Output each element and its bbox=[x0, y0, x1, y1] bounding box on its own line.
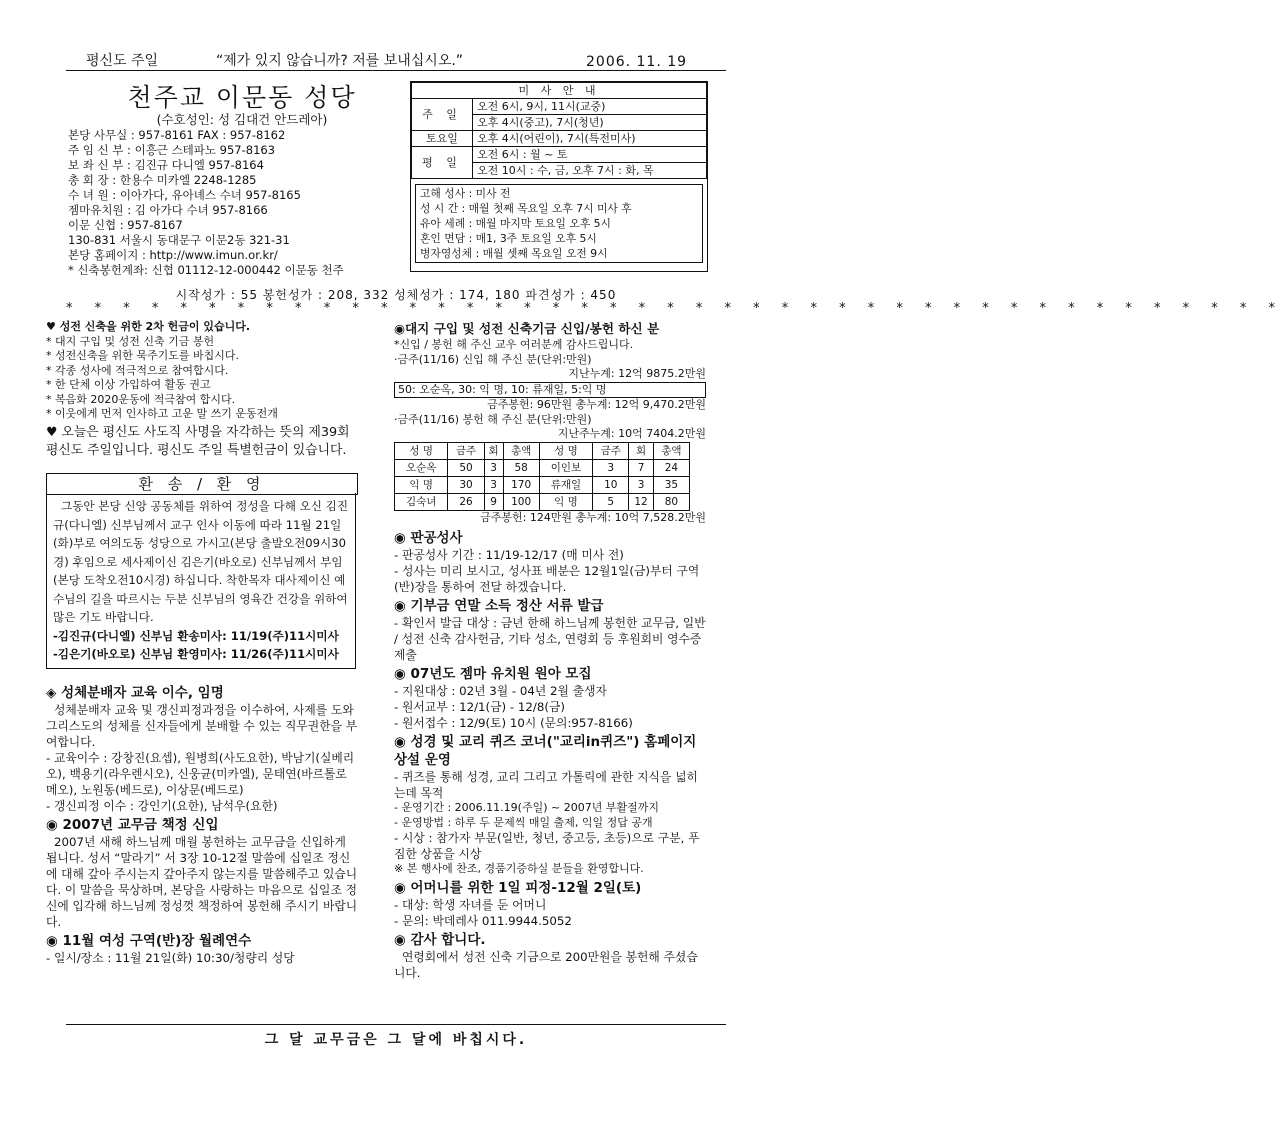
contact-line: 본당 사무실 : 957-8161 FAX : 957-8162 bbox=[68, 128, 286, 142]
quiz-head: ◉ 성경 및 교리 퀴즈 코너("교리in퀴즈") 홈페이지 상설 운영 bbox=[394, 734, 697, 768]
table-header: 금주 bbox=[448, 442, 484, 459]
table-cell: 80 bbox=[653, 493, 689, 510]
mass-schedule-title: 미 사 안 내 bbox=[412, 83, 707, 99]
table-row bbox=[395, 459, 690, 476]
table-header-row bbox=[395, 442, 690, 459]
contact-line: 130-831 서울시 동대문구 이문2동 321-31 bbox=[68, 233, 290, 247]
table-cell: 12 bbox=[629, 493, 653, 510]
contact-line: 총 회 장 : 한용수 미카엘 2248-1285 bbox=[68, 173, 257, 187]
mass-row-label: 토요일 bbox=[412, 131, 473, 147]
quiz-item: - 퀴즈를 통해 성경, 교리 그리고 가톨릭에 관한 지식을 넓히는데 목적 bbox=[394, 770, 698, 800]
table-header: 회 bbox=[629, 442, 653, 459]
contact-line: 주 임 신 부 : 이흥근 스테파노 957-8163 bbox=[68, 143, 276, 157]
table-header: 회 bbox=[484, 442, 503, 459]
paid-total: 지난주누계: 10억 7404.2만원 bbox=[557, 427, 706, 440]
welcome-banner: 환 송 / 환 영 bbox=[46, 473, 358, 495]
table-header: 총액 bbox=[503, 442, 539, 459]
mothers-retreat-item: - 대상: 학생 자녀를 둔 어머니 bbox=[394, 897, 547, 912]
bulletin-header bbox=[66, 50, 726, 71]
pledge-names: 50: 오순옥, 30: 익 명, 10: 류재일, 5:익 명 bbox=[394, 382, 706, 399]
tithe-head: ◉ 2007년 교무금 책정 신입 bbox=[46, 817, 219, 833]
land-fund-head: ◉대지 구입 및 성전 신축기금 신입/봉헌 하신 분 bbox=[394, 321, 660, 336]
table-header: 총액 bbox=[653, 442, 689, 459]
contact-line: 본당 홈페이지 : http://www.imun.or.kr/ bbox=[68, 248, 278, 262]
farewell-welcome-box bbox=[46, 493, 356, 669]
intro-item: * 성전신축을 위한 묵주기도를 바칩시다. bbox=[46, 349, 239, 362]
mothers-retreat-head: ◉ 어머니를 위한 1일 피정-12월 2일(토) bbox=[394, 879, 642, 896]
parish-contacts bbox=[68, 128, 408, 278]
intro-item: * 복음화 2020운동에 적극참여 합시다. bbox=[46, 392, 236, 406]
thanks-head: ◉ 감사 합니다. bbox=[394, 931, 486, 948]
contact-line: 수 녀 원 : 이아가다, 유아녜스 수녀 957-8165 bbox=[68, 188, 301, 202]
donor-table bbox=[394, 442, 690, 511]
table-header: 금주 bbox=[593, 442, 629, 459]
table-cell: 5 bbox=[593, 493, 629, 510]
eucharist-body: 성체분배자 교육 및 갱신피정과정을 이수하여, 사제를 도와 그리스도의 성체를 신자들에게 분배할 수 있는 직무권한을 부여합니다. bbox=[46, 703, 358, 749]
table-cell: 오순옥 bbox=[395, 459, 448, 476]
farewell-mass: -김진규(다니엘) 신부님 환송미사: 11/19(주)11시미사 bbox=[53, 628, 339, 643]
mass-row-label: 주 일 bbox=[412, 99, 473, 131]
table-cell: 이인보 bbox=[539, 459, 592, 476]
sacrament-line: 고해 성사 : 미사 전 bbox=[420, 187, 511, 200]
mass-row-label: 평 일 bbox=[412, 147, 473, 179]
laity-sunday-note: ♥ 오늘은 평신도 사도직 사명을 자각하는 뜻의 제39회 평신도 주일입니다. 평신도 주일 특별헌금이 있습니다. bbox=[46, 424, 350, 458]
paid-sum: 금주봉헌: 124만원 총누계: 10억 7,528.2만원 bbox=[480, 510, 706, 524]
farewell-welcome-text: 그동안 본당 신앙 공동체를 위하여 정성을 다해 오신 김진규(다니엘) 신부님께서 교구 인사 이동에 따라 11월 21일(화)부로 여의도동 성당으로 가시고(본당 출발오전09시30경) 후임으로 세사제이신 김은기(바오로) 신부님께서 부임(본당 도착오전10시경) 하십니다. 착한목자 대사제이신 예수님의 길을 따르시는 두분 신부님의 영육간 건강을 위하여 많은 기도 바랍니다. bbox=[53, 499, 349, 624]
table-cell: 35 bbox=[653, 476, 689, 493]
sunday-label: 평신도 주일 bbox=[86, 53, 159, 69]
table-cell: 10 bbox=[593, 476, 629, 493]
table-cell: 24 bbox=[653, 459, 689, 476]
quiz-item: - 운영방법 : 하루 두 문제씩 매일 출제, 익일 정답 공개 bbox=[394, 815, 653, 829]
table-cell: 익 명 bbox=[395, 476, 448, 493]
quiz-item: ※ 본 행사에 찬조, 경품기증하실 분들을 환영합니다. bbox=[394, 862, 644, 875]
table-cell: 익 명 bbox=[539, 493, 592, 510]
table-cell: 170 bbox=[503, 476, 539, 493]
thanks-body: 연령회에서 성전 신축 기금으로 200만원을 봉헌해 주셨습니다. bbox=[394, 949, 698, 980]
quiz-item: - 시상 : 참가자 부문(일반, 청년, 중고등, 초등)으로 구분, 푸짐한 상품을 시상 bbox=[394, 831, 700, 861]
intro-item: * 대지 구입 및 성전 신축 기금 봉헌 bbox=[46, 334, 215, 348]
table-cell: 3 bbox=[484, 476, 503, 493]
kindergarten-item: - 원서접수 : 12/9(토) 10시 (문의:957-8166) bbox=[394, 716, 633, 730]
motto: “제가 있지 않습니까? 저를 보내십시오.” bbox=[216, 53, 464, 69]
pledge-line: ·금주(11/16) 신입 해 주신 분(단위:만원) bbox=[394, 352, 592, 366]
sacrament-line: 유아 세례 : 매월 마지막 토요일 오후 5시 bbox=[420, 217, 611, 230]
right-column bbox=[394, 320, 706, 981]
table-row bbox=[395, 476, 690, 493]
pledge-total: 지난누계: 12억 9875.2만원 bbox=[568, 367, 706, 380]
pledge-sum: 금주봉헌: 96만원 총누계: 12억 9,470.2만원 bbox=[487, 398, 706, 411]
confession-item: - 판공성사 기간 : 11/19-12/17 (매 미사 전) bbox=[394, 548, 624, 562]
receipt-head: ◉ 기부금 연말 소득 정산 서류 발급 bbox=[394, 598, 604, 614]
mass-time: 오전 6시, 9시, 11시(교중) bbox=[473, 99, 707, 115]
eucharist-head: ◈ 성체분배자 교육 이수, 임명 bbox=[46, 685, 224, 701]
confession-head: ◉ 판공성사 bbox=[394, 530, 463, 546]
sacraments-box bbox=[415, 184, 703, 263]
table-cell: 9 bbox=[484, 493, 503, 510]
table-cell: 김숙녀 bbox=[395, 493, 448, 510]
intro-item: * 한 단체 이상 가입하여 활동 권고 bbox=[46, 378, 211, 391]
table-cell: 3 bbox=[593, 459, 629, 476]
sacrament-line: 병자영성체 : 매월 셋째 목요일 오전 9시 bbox=[420, 247, 608, 260]
hymn-numbers: 시작성가 : 55 봉헌성가 : 208, 332 성체성가 : 174, 180 파견성가 : 450 bbox=[175, 288, 617, 302]
table-cell: 100 bbox=[503, 493, 539, 510]
mass-schedule-table bbox=[411, 82, 707, 179]
table-cell: 26 bbox=[448, 493, 484, 510]
intro-item: * 각종 성사에 적극적으로 참여합시다. bbox=[46, 363, 229, 377]
contact-line: 젬마유치원 : 김 아가다 수녀 957-8166 bbox=[68, 203, 268, 217]
star-divider: * * * * * * * * * * * * * * * * * * * * * * * * * * * * * * * * * * * * * * * * * * * bbox=[66, 301, 1284, 316]
tithe-body: 2007년 새해 하느님께 매월 봉헌하는 교무금을 신입하게 됩니다. 성서 “말라기” 서 3장 10-12절 말씀에 십일조 정신에 대해 갚아 주시는지 갚아주지 않는지를 말씀해주고 있습니다. 이 말씀을 묵상하며, 본당을 사랑하는 마음으로 십일조 정신에 입각해 하느님께 정성껏 책정하여 봉헌해 주시기 바랍니다. bbox=[46, 835, 358, 929]
women-leaders-body: - 일시/장소 : 11월 21일(화) 10:30/청량리 성당 bbox=[46, 951, 295, 965]
mass-schedule-box bbox=[410, 81, 708, 272]
contact-line: 보 좌 신 부 : 김진규 다니엘 957-8164 bbox=[68, 158, 264, 172]
sacrament-line: 성 시 간 : 매월 첫째 목요일 오후 7시 미사 후 bbox=[420, 202, 632, 215]
second-collection-head: ♥ 성전 신축을 위한 2차 헌금이 있습니다. bbox=[46, 320, 251, 333]
table-cell: 3 bbox=[629, 476, 653, 493]
table-cell: 류재일 bbox=[539, 476, 592, 493]
mothers-retreat-item: - 문의: 박데레사 011.9944.5052 bbox=[394, 913, 572, 928]
eucharist-renew: - 갱신피정 이수 : 강인기(요한), 남석우(요한) bbox=[46, 799, 278, 813]
receipt-body: - 확인서 발급 대상 : 금년 한해 하느님께 봉헌한 교무금, 일반 / 성전 신축 감사헌금, 기타 성소, 연령회 등 후원회비 영수증 제출 bbox=[394, 616, 706, 662]
contact-line: 이문 신협 : 957-8167 bbox=[68, 218, 183, 232]
intro-item: * 이웃에게 먼저 인사하고 고운 말 쓰기 운동전개 bbox=[46, 407, 278, 420]
mass-time: 오전 10시 : 수, 금, 오후 7시 : 화, 목 bbox=[473, 163, 707, 179]
table-header: 성 명 bbox=[539, 442, 592, 459]
left-column-bottom bbox=[46, 684, 358, 966]
sacrament-line: 혼인 면담 : 매1, 3주 토요일 오후 5시 bbox=[420, 232, 597, 245]
confession-item: - 성사는 미리 보시고, 성사표 배분은 12월1일(금)부터 구역(반)장을 통하여 전달 하겠습니다. bbox=[394, 564, 700, 594]
women-leaders-head: ◉ 11월 여성 구역(반)장 월례연수 bbox=[46, 933, 252, 949]
table-cell: 30 bbox=[448, 476, 484, 493]
table-cell: 3 bbox=[484, 459, 503, 476]
table-row bbox=[395, 493, 690, 510]
kindergarten-item: - 지원대상 : 02년 3월 - 04년 2월 출생자 bbox=[394, 684, 607, 698]
parish-title: 천주교 이문동 성당 bbox=[127, 83, 357, 112]
kindergarten-item: - 원서교부 : 12/1(금) - 12/8(금) bbox=[394, 700, 566, 714]
patron-saint: (수호성인: 성 김대건 안드레아) bbox=[156, 112, 328, 127]
paid-line: ·금주(11/16) 봉헌 해 주신 분(단위:만원) bbox=[394, 412, 592, 426]
mass-time: 오후 4시(어린이), 7시(특전미사) bbox=[473, 131, 707, 147]
mass-time: 오전 6시 : 월 ~ 토 bbox=[473, 147, 707, 163]
eucharist-list: - 교육이수 : 강창진(요셉), 원병희(사도요한), 박남기(실베리오), 백용기(라우렌시오), 신웅균(미카엘), 문태연(바르톨로메오), 노원동(베드로), 이상문(베드로) bbox=[46, 751, 355, 797]
contact-line: * 신축봉헌계좌: 신협 01112-12-000442 이문동 천주 bbox=[68, 263, 344, 277]
mass-time: 오후 4시(중고), 7시(청년) bbox=[473, 115, 707, 131]
welcome-mass: -김은기(바오로) 신부님 환영미사: 11/26(주)11시미사 bbox=[53, 647, 339, 661]
table-header: 성 명 bbox=[395, 442, 448, 459]
table-cell: 50 bbox=[448, 459, 484, 476]
quiz-item: - 운영기간 : 2006.11.19(주일) ~ 2007년 부활절까지 bbox=[394, 801, 659, 814]
land-fund-thanks: *신입 / 봉헌 해 주신 교우 여러분께 감사드립니다. bbox=[394, 338, 634, 351]
table-cell: 7 bbox=[629, 459, 653, 476]
footer-message: 그 달 교무금은 그 달에 바칩시다. bbox=[66, 1024, 726, 1049]
table-cell: 58 bbox=[503, 459, 539, 476]
left-column-top bbox=[46, 320, 358, 460]
kindergarten-head: ◉ 07년도 젬마 유치원 원아 모집 bbox=[394, 666, 592, 682]
bulletin-date: 2006. 11. 19 bbox=[586, 54, 688, 70]
